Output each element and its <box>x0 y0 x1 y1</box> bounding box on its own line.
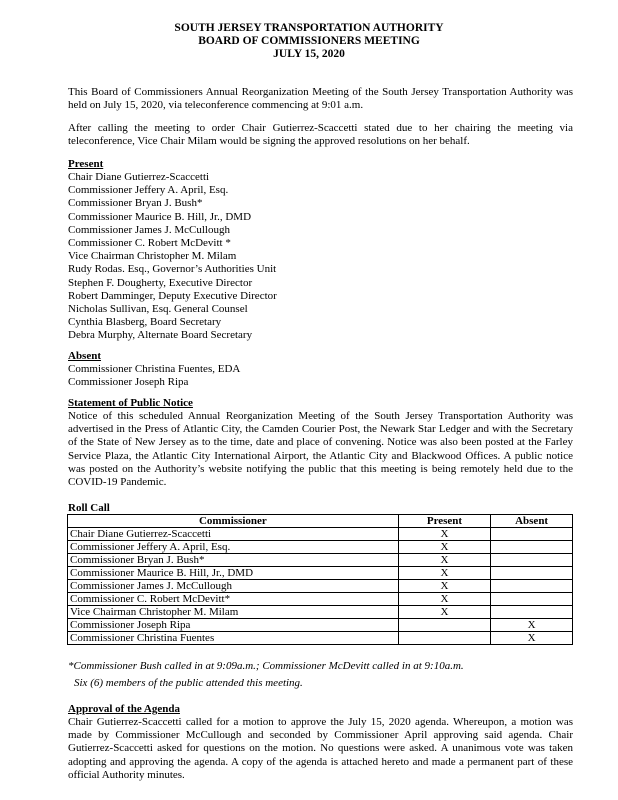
present-item: Commissioner C. Robert McDevitt * <box>68 237 231 250</box>
present-list <box>68 171 277 343</box>
present-item: Commissioner Bryan J. Bush* <box>68 197 203 210</box>
intro-paragraph-1: This Board of Commissioners Annual Reorganization Meeting of the South Jersey Transportation Authority was held on July 15, 2020, via teleconference commencing at 9:01 a.m. <box>68 86 573 112</box>
column-header-commissioner: Commissioner <box>68 515 399 528</box>
present-item: Nicholas Sullivan, Esq. General Counsel <box>68 303 248 316</box>
present-item: Chair Diane Gutierrez-Scaccetti <box>68 171 210 183</box>
absent-heading: Absent <box>68 350 102 362</box>
cell-absent <box>491 528 573 541</box>
cell-commissioner: Vice Chairman Christopher M. Milam <box>68 606 399 619</box>
cell-absent <box>491 554 573 567</box>
table-row <box>68 567 573 580</box>
present-item: Commissioner Jeffery A. April, Esq. <box>68 184 229 197</box>
present-heading: Present <box>68 158 104 170</box>
public-notice-text: Notice of this scheduled Annual Reorganization Meeting of the South Jersey Transportation Authority was advertised in the Press of Atlantic City, the Camden Courier Post, the Newark Star Ledger and with the Secretary of the State of New Jersey as to the time, date and place of convening. Notice was also been posted at the Farley Service Plaza, the Atlantic City International Airport, the Atlantic City and Blackwood Offices. A public notice was posted on the Authority’s website notifying the public that this meeting is being remotely held due to the COVID-19 Pandemic. <box>68 410 573 489</box>
cell-present: X <box>398 554 491 567</box>
agenda-text: Chair Gutierrez-Scaccetti called for a motion to approve the July 15, 2020 agenda. Whereupon, a motion was made by Commissioner McCullough and seconded by Commissioner April approving said agenda. Chair Gutierrez-Scaccetti asked for questions on the motion. No questions were asked. A unanimous vote was taken adopting and approving the agenda. A copy of the agenda is attached hereto and made a permanent part of these official Authority minutes. <box>68 716 573 781</box>
cell-present: X <box>398 528 491 541</box>
cell-commissioner: Commissioner Christina Fuentes <box>68 632 399 645</box>
present-item: Commissioner Maurice B. Hill, Jr., DMD <box>68 210 252 223</box>
column-header-present: Present <box>398 515 491 528</box>
agenda-heading: Approval of the Agenda <box>68 703 180 715</box>
present-item: Vice Chairman Christopher M. Milam <box>68 250 237 263</box>
intro-paragraph-2: After calling the meeting to order Chair Gutierrez-Scaccetti stated due to her chairing the meeting via teleconference, Vice Chair Milam would be signing the approved resolutions on her behalf. <box>68 122 573 148</box>
cell-present: X <box>398 567 491 580</box>
cell-commissioner: Commissioner C. Robert McDevitt* <box>68 593 399 606</box>
header-title-line3: JULY 15, 2020 <box>273 48 345 60</box>
cell-present: X <box>398 593 491 606</box>
cell-commissioner: Commissioner Bryan J. Bush* <box>68 554 399 567</box>
present-item: Debra Murphy, Alternate Board Secretary <box>68 329 253 342</box>
header-title-line1: SOUTH JERSEY TRANSPORTATION AUTHORITY <box>174 22 444 34</box>
absent-item: Commissioner Christina Fuentes, EDA <box>68 363 241 375</box>
table-row <box>68 580 573 593</box>
cell-commissioner: Commissioner Maurice B. Hill, Jr., DMD <box>68 567 399 580</box>
cell-commissioner: Commissioner James J. McCullough <box>68 580 399 593</box>
cell-absent <box>491 541 573 554</box>
cell-present: X <box>398 580 491 593</box>
table-row <box>68 606 573 619</box>
cell-present <box>398 619 491 632</box>
public-attendance-note: Six (6) members of the public attended this meeting. <box>74 677 303 689</box>
cell-present <box>398 632 491 645</box>
cell-present: X <box>398 541 491 554</box>
cell-absent <box>491 593 573 606</box>
absent-item: Commissioner Joseph Ripa <box>68 376 189 389</box>
table-row <box>68 632 573 645</box>
roll-call-title: Roll Call <box>68 502 110 514</box>
table-row <box>68 619 573 632</box>
cell-absent <box>491 606 573 619</box>
roll-call-table <box>67 514 573 645</box>
present-item: Cynthia Blasberg, Board Secretary <box>68 316 222 329</box>
table-row <box>68 554 573 567</box>
table-header-row <box>68 515 573 528</box>
roll-call-footnote: *Commissioner Bush called in at 9:09a.m.; Commissioner McDevitt called in at 9:10a.m. <box>68 660 464 672</box>
table-row <box>68 528 573 541</box>
present-item: Rudy Rodas. Esq., Governor’s Authorities Unit <box>68 263 277 276</box>
cell-absent <box>491 567 573 580</box>
cell-absent: X <box>491 619 573 632</box>
public-notice-heading: Statement of Public Notice <box>68 397 193 409</box>
cell-absent <box>491 580 573 593</box>
cell-commissioner: Commissioner Jeffery A. April, Esq. <box>68 541 399 554</box>
cell-commissioner: Commissioner Joseph Ripa <box>68 619 399 632</box>
absent-list <box>68 363 240 389</box>
present-item: Commissioner James J. McCullough <box>68 223 230 236</box>
table-row <box>68 541 573 554</box>
present-item: Stephen F. Dougherty, Executive Director <box>68 276 253 289</box>
cell-commissioner: Chair Diane Gutierrez-Scaccetti <box>68 528 399 541</box>
present-item: Robert Damminger, Deputy Executive Director <box>68 289 277 302</box>
cell-present: X <box>398 606 491 619</box>
table-row <box>68 593 573 606</box>
column-header-absent: Absent <box>491 515 573 528</box>
cell-absent: X <box>491 632 573 645</box>
header-title-line2: BOARD OF COMMISSIONERS MEETING <box>198 35 420 47</box>
